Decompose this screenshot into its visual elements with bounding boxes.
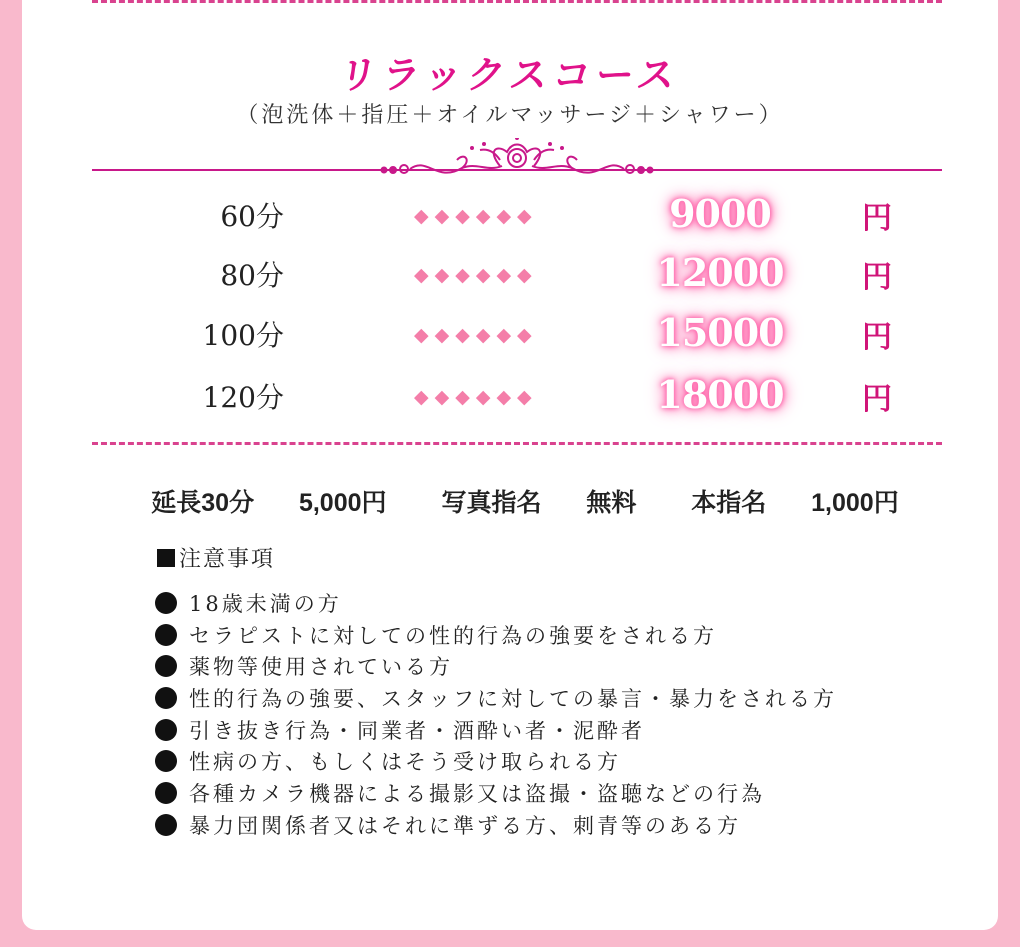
notes-list [155,588,837,842]
list-item [155,810,837,842]
price-row [0,191,1020,255]
note-text: 性的行為の強要、スタッフに対しての暴言・暴力をされる方 [189,687,837,712]
list-item [155,715,837,747]
list-item [155,683,837,715]
duration-label: 120分 [202,381,284,414]
note-text: 引き抜き行為・同業者・酒酔い者・泥酔者 [189,718,645,743]
course-subtitle: （泡洗体＋指圧＋オイルマッサージ＋シャワー） [236,103,784,128]
duration-label: 100分 [202,319,284,352]
price-value: 18000 [656,372,784,417]
price-value: 9000 [669,191,771,236]
main-nomination-option [679,489,910,517]
photo-nomination-option [429,489,648,517]
duration-label: 60分 [220,200,284,233]
extension-option [139,489,398,517]
yen-unit: 円 [862,382,892,417]
price-row [0,310,1020,374]
duration-label: 80分 [220,259,284,292]
list-item [155,651,837,683]
bullet-icon [155,814,177,836]
list-item [155,778,837,810]
ornament-divider [92,138,942,184]
bullet-icon [155,719,177,741]
yen-unit: 円 [862,201,892,236]
note-text: 性病の方、もしくはそう受け取られる方 [189,750,621,775]
bullet-icon [155,750,177,772]
bullet-icon [155,624,177,646]
note-text: 暴力団関係者又はそれに準ずる方、刺青等のある方 [189,813,741,838]
bullet-icon [155,655,177,677]
note-text: 18歳未満の方 [189,592,342,616]
list-item [155,588,837,620]
main-nomination-price: 1,000円 [811,489,899,517]
notes-header-label: 注意事項 [179,547,276,572]
list-item [155,620,837,652]
note-text: 薬物等使用されている方 [189,655,453,680]
price-row [0,372,1020,436]
notes-header [157,542,275,573]
diamond-leader: ◆◆◆◆◆◆ [414,386,538,408]
bullet-icon [155,687,177,709]
yen-unit: 円 [862,320,892,355]
price-value: 12000 [656,250,784,295]
extension-label: 延長30分 [151,489,255,517]
bullet-icon [155,592,177,614]
diamond-leader: ◆◆◆◆◆◆ [414,264,538,286]
photo-nomination-price: 無料 [586,489,637,517]
diamond-leader: ◆◆◆◆◆◆ [414,324,538,346]
top-dashed-divider [92,0,942,3]
middle-dashed-divider [92,442,942,445]
black-square-icon [157,549,175,567]
yen-unit: 円 [862,260,892,295]
price-row [0,250,1020,314]
course-title: リラックスコース [335,53,684,97]
extension-price: 5,000円 [298,489,387,517]
list-item [155,746,837,778]
bullet-icon [155,782,177,804]
price-value: 15000 [656,310,784,355]
note-text: セラピストに対しての性的行為の強要をされる方 [189,623,717,648]
diamond-leader: ◆◆◆◆◆◆ [414,205,538,227]
options-line [0,483,1020,519]
main-nomination-label: 本指名 [691,489,767,517]
note-text: 各種カメラ機器による撮影又は盗撮・盗聴などの行為 [189,782,765,807]
photo-nomination-label: 写真指名 [441,489,542,517]
